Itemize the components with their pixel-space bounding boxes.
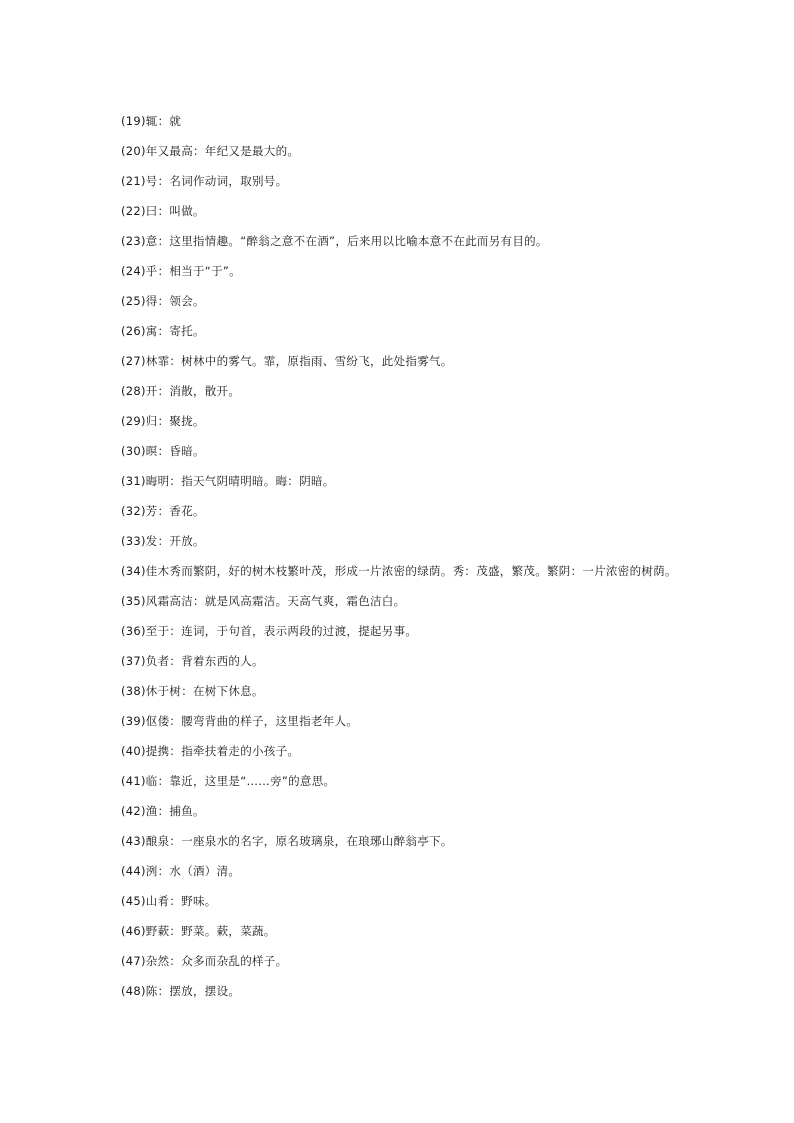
annotation-46: (46)野蔌：野菜。蔌，菜蔬。 — [121, 924, 276, 938]
annotation-37: (37)负者：背着东西的人。 — [121, 654, 264, 668]
annotation-39: (39)伛偻：腰弯背曲的样子，这里指老年人。 — [121, 714, 359, 728]
annotation-27: (27)林霏：树林中的雾气。霏，原指雨、雪纷飞，此处指雾气。 — [121, 354, 453, 368]
annotation-26: (26)寓：寄托。 — [121, 324, 205, 338]
annotation-41: (41)临：靠近，这里是“……旁”的意思。 — [121, 774, 336, 788]
annotation-20: (20)年又最高：年纪又是最大的。 — [121, 144, 300, 158]
annotation-43: (43)酿泉：一座泉水的名字，原名玻璃泉，在琅琊山醉翁亭下。 — [121, 834, 453, 848]
annotation-22: (22)曰：叫做。 — [121, 204, 205, 218]
annotation-28: (28)开：消散，散开。 — [121, 384, 241, 398]
annotation-38: (38)休于树：在树下休息。 — [121, 684, 264, 698]
annotation-29: (29)归：聚拢。 — [121, 414, 205, 428]
annotation-44: (44)洌：水（酒）清。 — [121, 864, 241, 878]
annotation-list — [121, 106, 681, 1006]
annotation-30: (30)暝：昏暗。 — [121, 444, 205, 458]
annotation-31: (31)晦明：指天气阴晴明暗。晦：阴暗。 — [121, 474, 335, 488]
annotation-24: (24)乎：相当于“于”。 — [121, 264, 241, 278]
annotation-36: (36)至于：连词，于句首，表示两段的过渡，提起另事。 — [121, 624, 418, 638]
annotation-48: (48)陈：摆放，摆设。 — [121, 984, 241, 998]
annotation-42: (42)渔：捕鱼。 — [121, 804, 205, 818]
annotation-32: (32)芳：香花。 — [121, 504, 205, 518]
annotation-47: (47)杂然：众多而杂乱的样子。 — [121, 954, 288, 968]
annotation-40: (40)提携：指牵扶着走的小孩子。 — [121, 744, 300, 758]
annotation-34: (34)佳木秀而繁阴，好的树木枝繁叶茂，形成一片浓密的绿荫。秀：茂盛，繁茂。繁阴：一片浓密的树荫。 — [121, 564, 677, 578]
annotation-21: (21)号：名词作动词，取别号。 — [121, 174, 288, 188]
annotation-33: (33)发：开放。 — [121, 534, 205, 548]
annotation-19: (19)辄：就 — [121, 114, 182, 128]
annotation-35: (35)风霜高洁：就是风高霜洁。天高气爽，霜色洁白。 — [121, 594, 406, 608]
annotation-23: (23)意：这里指情趣。“醉翁之意不在酒”，后来用以比喻本意不在此而另有目的。 — [121, 234, 548, 248]
annotation-45: (45)山肴：野味。 — [121, 894, 217, 908]
annotation-25: (25)得：领会。 — [121, 294, 205, 308]
